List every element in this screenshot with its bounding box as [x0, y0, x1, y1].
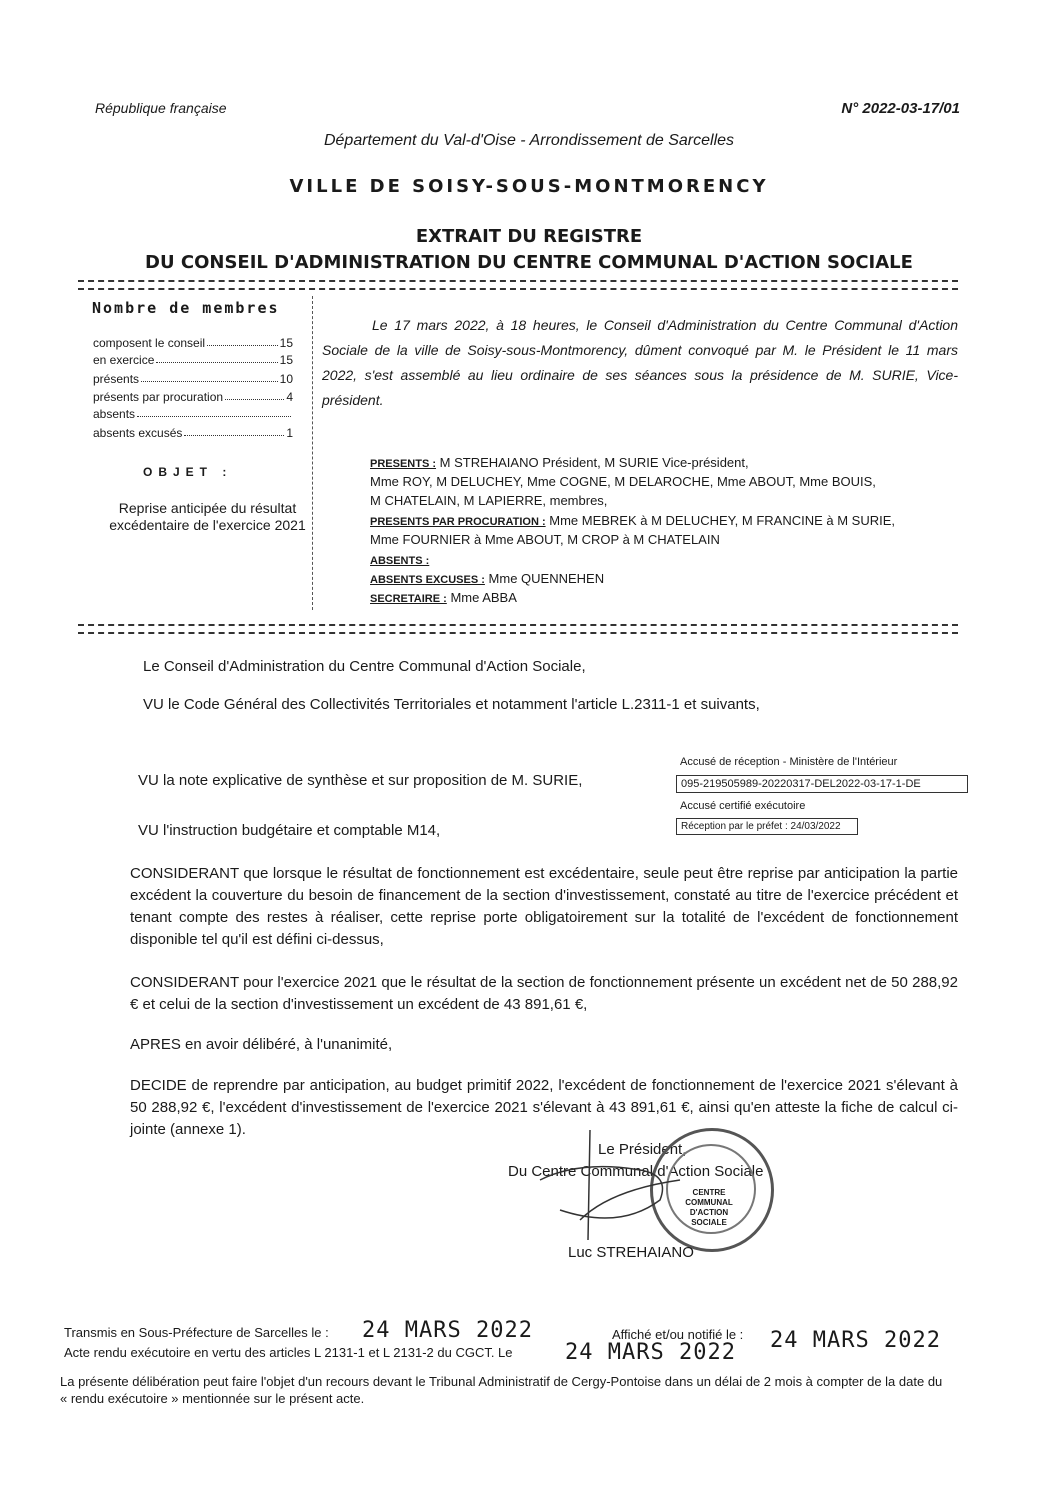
membres-row: en exercice 15 [93, 353, 293, 367]
secretaire-line: SECRETAIRE : Mme ABBA [370, 590, 517, 605]
vertical-divider [312, 296, 313, 610]
reception-prefet-box: Réception par le préfet : 24/03/2022 [676, 818, 858, 835]
excuses-line: ABSENTS EXCUSES : Mme QUENNEHEN [370, 571, 605, 586]
footer-rendu-date: 24 MARS 2022 [565, 1340, 736, 1365]
signature-name: Luc STREHAIANO [568, 1244, 694, 1261]
footer-affiche-date: 24 MARS 2022 [770, 1328, 941, 1353]
presents-line: PRESENTS : M STREHAIANO Président, M SURIE Vice-président, [370, 455, 749, 470]
presents-line-2: Mme ROY, M DELUCHEY, Mme COGNE, M DELAROCHE, Mme ABOUT, Mme BOUIS, [370, 474, 876, 489]
membres-row: composent le conseil 15 [93, 336, 293, 350]
presents-line-3: M CHATELAIN, M LAPIERRE, membres, [370, 493, 608, 508]
signature-centre: Du Centre Communal d'Action Sociale [508, 1163, 764, 1180]
footer-rendu-label: Acte rendu exécutoire en vertu des articles L 2131-1 et L 2131-2 du CGCT. Le [64, 1345, 513, 1360]
membres-row: présents 10 [93, 372, 293, 386]
seal-text: CENTRE COMMUNAL D'ACTION SOCIALE [685, 1188, 733, 1227]
departement-line: Département du Val-d'Oise - Arrondissement de Sarcelles [323, 132, 735, 149]
membres-title: Nombre de membres [92, 299, 280, 317]
republique-label: République française [95, 100, 227, 116]
footer-transmis-date: 24 MARS 2022 [362, 1318, 533, 1343]
body-vu-code: VU le Code Général des Collectivités Territoriales et notamment l'article L.2311-1 et suivants, [143, 696, 760, 713]
top-divider [78, 280, 958, 290]
footer-recours: La présente délibération peut faire l'objet d'un recours devant le Tribunal Administratif de Cergy-Pontoise dans un délai de 2 mois à compter de la date du « rendu exécutoire » mentionnée sur le présent acte. [60, 1374, 943, 1406]
bottom-divider [78, 624, 958, 634]
accuse-id-box: 095-219505989-20220317-DEL2022-03-17-1-DE [676, 775, 968, 793]
body-vu-instruction: VU l'instruction budgétaire et comptable M14, [138, 822, 441, 839]
objet-label: OBJET : [143, 465, 233, 479]
membres-row: absents excusés 1 [93, 426, 293, 440]
accuse-certifie-label: Accusé certifié exécutoire [680, 800, 806, 812]
handwritten-signature [520, 1120, 700, 1250]
footer-transmis-label: Transmis en Sous-Préfecture de Sarcelles le : [64, 1325, 329, 1340]
body-considerant-1: CONSIDERANT que lorsque le résultat de fonctionnement est excédentaire, seule peut être reprise par anticipation la partie excédent la couverture du besoin de financement de la section d'investissement, constaté au titre de l'exercice précédent et tenant compte des restes à réaliser, cette reprise porte obligatoirement sur la totalité de l'excédent de fonctionnement disponible tel qu'il est défini ci-dessus, [130, 865, 958, 948]
seance-intro: Le 17 mars 2022, à 18 heures, le Conseil d'Administration du Centre Communal d'Action Sociale de la ville de Soisy-sous-Montmorency, dûment convoqué par M. le Président le 11 mars 2022, s'est assemblé au lieu ordinaire de ses séances sous la présidence de M. SURIE, Vice-président. [322, 317, 958, 408]
deliberation-number: N° 2022-03-17/01 [841, 100, 960, 117]
ville-title: VILLE DE SOISY-SOUS-MONTMORENCY [289, 176, 769, 197]
accuse-label: Accusé de réception - Ministère de l'Intérieur [680, 756, 898, 768]
absents-line: ABSENTS : [370, 555, 430, 567]
signature-title: Le Président, [598, 1141, 687, 1158]
body-vu-note: VU la note explicative de synthèse et sur proposition de M. SURIE, [138, 772, 583, 789]
membres-row: présents par procuration 4 [93, 390, 293, 404]
extrait-title-line1: EXTRAIT DU REGISTRE [415, 226, 643, 247]
extrait-title-line2: DU CONSEIL D'ADMINISTRATION DU CENTRE COMMUNAL D'ACTION SOCIALE [145, 252, 913, 273]
body-apres: APRES en avoir délibéré, à l'unanimité, [130, 1036, 393, 1053]
body-decide: DECIDE de reprendre par anticipation, au budget primitif 2022, l'excédent de fonctionnement de l'exercice 2021 s'élevant à 50 288,92 €, l'excédent d'investissement de l'exercice 2021 s'élevant à 43 891,61 €, ainsi qu'en atteste la fiche de calcul ci-jointe (annexe 1). [130, 1077, 958, 1138]
footer-affiche-label: Affiché et/ou notifié le : [612, 1327, 744, 1342]
procuration-line-2: Mme FOURNIER à Mme ABOUT, M CROP à M CHATELAIN [370, 532, 720, 547]
body-conseil: Le Conseil d'Administration du Centre Communal d'Action Sociale, [143, 658, 586, 675]
membres-row: absents [93, 407, 293, 421]
objet-text: Reprise anticipée du résultat excédentaire de l'exercice 2021 [109, 500, 306, 533]
procuration-line: PRESENTS PAR PROCURATION : Mme MEBREK à M DELUCHEY, M FRANCINE à M SURIE, [370, 513, 895, 528]
body-considerant-2: CONSIDERANT pour l'exercice 2021 que le résultat de la section de fonctionnement présente un excédent net de 50 288,92 € et celui de la section d'investissement un excédent de 43 891,61 €, [130, 974, 958, 1013]
